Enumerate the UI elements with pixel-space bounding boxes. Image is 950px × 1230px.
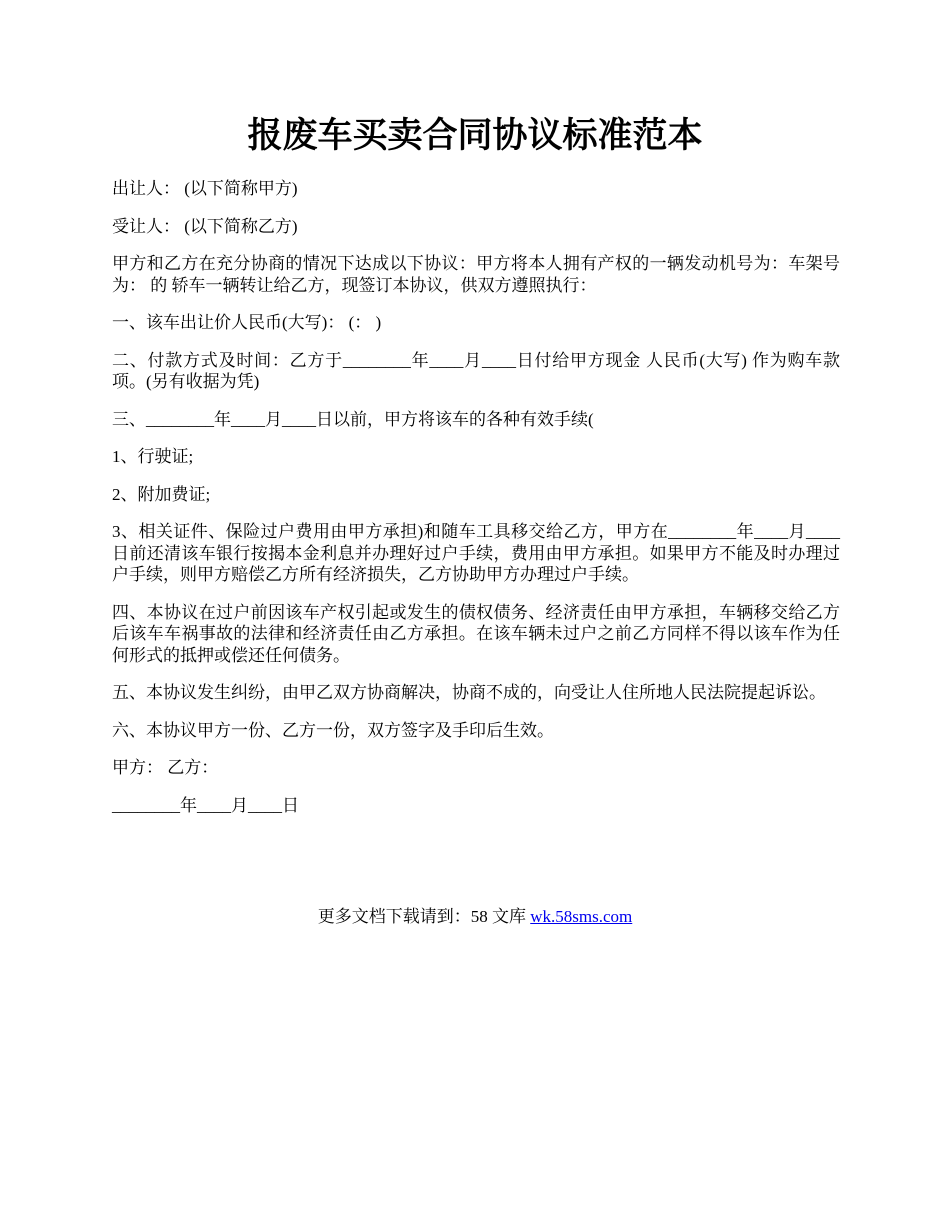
paragraph-clause-4: 四、本协议在过户前因该车产权引起或发生的债权债务、经济责任由甲方承担，车辆移交给乙方后该车车祸事故的法律和经济责任由乙方承担。在该车辆未过户之前乙方同样不得以该车作为任何形式的抵押或偿还任何债务。 [112,602,840,665]
document-title: 报废车买卖合同协议标准范本 [247,116,703,155]
footer-link[interactable]: wk.58sms.com [530,907,633,926]
footer-prefix: 更多文档下载请到：58 文库 [317,907,531,926]
paragraph-transferor: 出让人： (以下简称甲方) [112,179,298,198]
paragraph-clause-2: 二、付款方式及时间：乙方于________年____月____日付给甲方现金 人民币(大写) 作为购车款项。(另有收据为凭) [112,350,840,391]
paragraph-item-1: 1、行驶证; [112,447,194,466]
paragraph-intro: 甲方和乙方在充分协商的情况下达成以下协议：甲方将本人拥有产权的一辆发动机号为：车架号为： 的 轿车一辆转让给乙方，现签订本协议，供双方遵照执行： [112,254,840,295]
download-footer [0,906,950,928]
paragraph-date: ________年____月____日 [112,795,299,815]
paragraph-clause-6: 六、本协议甲方一份、乙方一份，双方签字及手印后生效。 [112,720,554,740]
paragraph-item-3: 3、相关证件、保险过户费用由甲方承担)和随车工具移交给乙方，甲方在________年____月____日前还清该车银行按揭本金利息并办理好过户手续，费用由甲方承担。如果甲方不能及时办理过户手续，则甲方赔偿乙方所有经济损失，乙方协助甲方办理过户手续。 [112,522,840,584]
paragraph-signatures: 甲方： 乙方： [112,758,219,777]
document-body [112,178,840,832]
paragraph-clause-1: 一、该车出让价人民币(大写)： (： ) [112,313,382,332]
paragraph-clause-3: 三、________年____月____日以前，甲方将该车的各种有效手续( [112,409,594,429]
paragraph-item-2: 2、附加费证; [112,484,211,504]
paragraph-clause-5: 五、本协议发生纠纷，由甲乙双方协商解决，协商不成的，向受让人住所地人民法院提起诉讼。 [112,683,826,702]
paragraph-transferee: 受让人： (以下简称乙方) [112,216,298,236]
